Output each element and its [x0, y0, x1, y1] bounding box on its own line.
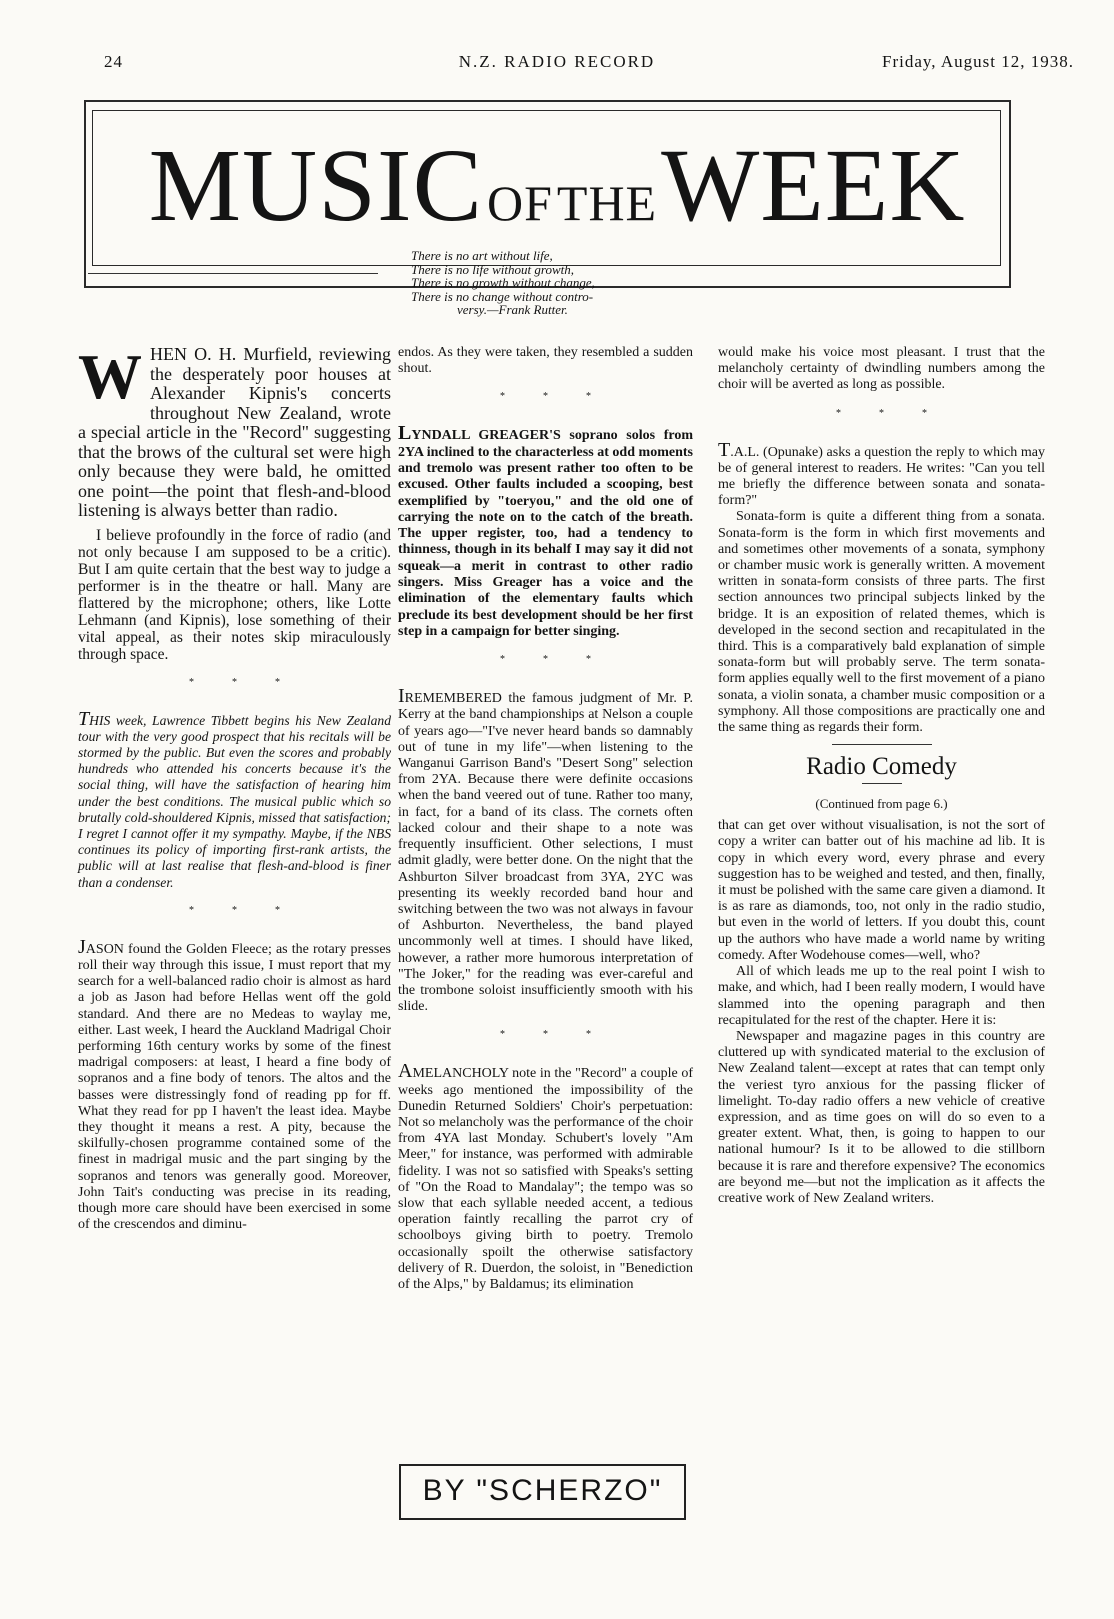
section-divider-stars: *** [189, 904, 318, 916]
epigraph-line: There is no life without growth, [411, 261, 574, 277]
publication-title: N.Z. RADIO RECORD [458, 52, 656, 71]
jason-paragraph: JASON found the Golden Fleece; as the rotary presses roll their way through this issue, I must report that my search for a well-balanced radio choir is almost as hard a job as Jason had before Hellas went off the gold standard. And there are no Medeas to waylay me, either. Last week, I heard the Auckland Madrigal Choir performing 16th century works by some of the finest madrigal composers: at least, I heard a fine body of sopranos and a fine body of tenors. The altos and the basses were distressingly fond of reading pp for ff. What they read for pp I haven't the least idea. Maybe they thought it means a rest. A pity, because the skilfully-chosen programme contained some of the finest in madrigal music and the part singing by the sopranos and tenors was generally good. Moreover, John Tait's conducting was precise in its reading, though more care should have been exercised in some of the crescendos and diminu- [78, 935, 391, 1233]
column-2 [398, 345, 693, 1293]
continuation-paragraph: would make his voice most pleasant. I trust that the melancholy certainty of dwindling numbers among the choir will be averted as long as possible. [718, 345, 1045, 393]
epigraph-line: There is no growth without change, [411, 275, 595, 290]
author-byline [399, 1464, 686, 1520]
comedy-paragraph-2: All of which leads me up to the real point I wish to make, and which, had I been really modern, I would have slammed into the opening paragraph and then recapitulated for the rest of the chapter. Here it is: [718, 964, 1045, 1028]
sonata-answer-paragraph: Sonata-form is quite a different thing from a sonata. Sonata-form is the form in which first movements and and sometimes other movements of a sonata, symphony or chamber music work is generally written. A movement written in sonata-form consists of three parts. The first section announces two principal subjects linked by the bridge. It is an exposition of related themes, which is developed in the second section and recapitulated in the third. This is a comparatively bald explanation of simple sonata-form but will probably serve. The term sonata-form applies equally well to the first movement of a piano sonata, a violin sonata, a chamber music composition or a symphony. All those compositions are practically one and the same thing as regards their form. [718, 509, 1045, 736]
masthead-title [0, 128, 1114, 243]
melancholy-paragraph: AMELANCHOLY note in the "Record" a couple of weeks ago mentioned the impossibility of the Dunedin Returned Soldiers' Choir's perpetuation: Not so melancholy was the performance of the choir from 4YA last Monday. Schubert's lovely "Am Meer," for instance, was performed with admirable fidelity. I was not so satisfied with Speaks's setting of "On the Road to Mandalay"; the tempo was so slow that each syllable needed accent, a tedious operation faintly recalling the parrot cry of schoolboys giving birth to poetry. Tremolo occasionally spoilt the otherwise satisfactory delivery of R. Duerdon, the soloist, in "Benediction of the Alps," by Baldamus; its elimination [398, 1060, 693, 1292]
continued-note: (Continued from page 6.) [815, 796, 948, 812]
epigraph-line: There is no change without contro- [411, 288, 594, 304]
section-divider-stars: *** [500, 1029, 629, 1041]
issue-date: Friday, August 12, 1938. [882, 52, 1074, 71]
column-3 [718, 345, 1045, 1207]
section-divider-stars: *** [836, 407, 965, 419]
masthead-word-music: MUSIC [148, 128, 483, 243]
page-number: 24 [104, 52, 123, 71]
masthead-word-the: THE [556, 175, 658, 231]
epigraph-line: There is no art without life, [411, 248, 553, 263]
band-paragraph: IREMEMBERED the famous judgment of Mr. P. Kerry at the band championships at Nelson a couple of years ago—"I've never heard bands so damnably out of tune in my life"—when listening to the Wanganui Garrison Band's "Desert Song" selection from 2YA. Because there were definite occasions when the band veered out of tune. Rather too many, in fact, for a band of its class. The cornets often lacked colour and their shape to a note was frequently insufficient. Other selections, I must admit gladly, were better done. On the night that the Ashburton Silver broadcast from 3YA, 2YC was presenting its weekly recorded band hour and switching between the two was not always in favour of Ashburton. Nevertheless, the band played uncommonly well at times. I should have liked, however, a rather more humorous interpretation of "The Joker," for the reading was ever-careful and the trombone soloist insufficiently smooth with his slide. [398, 685, 693, 1015]
lead-paragraph: WHEN O. H. Murfield, reviewing the desperately poor houses at Alexander Kipnis's concerts throughout New Zealand, wrote a special article in the "Record" suggesting that the brows of the cultural set were high only because they were bald, he omitted one point—the point that flesh-and-blood listening is always better than radio. [78, 341, 391, 520]
comedy-paragraph-3: Newspaper and magazine pages in this country are cluttered up with syndicated material to the exclusion of New Zealand talent—except at rates that can tempt only the veriest tyro anxious for the passing flicker of limelight. To-day radio offers a new vehicle of creative expression, and as time goes on will do so even to a greater extent. What, then, is going to happen to our national humour? Is it to be allowed to die stillborn because it is rare and therefore expensive? The economics are beyond me—but not the implication as it affects the creative work of New Zealand writers. [718, 1028, 1045, 1206]
radio-comedy-heading: Radio Comedy [806, 753, 957, 781]
epigraph-line: versy.—Frank Rutter. [457, 302, 568, 317]
section-rule [832, 744, 932, 745]
masthead-rule [88, 273, 378, 274]
section-divider-stars: *** [500, 654, 629, 666]
epigraph [411, 249, 711, 317]
section-divider-stars: *** [500, 391, 629, 403]
lead-drop-cap: W [78, 341, 142, 412]
greager-paragraph: LYNDALL GREAGER'S soprano solos from 2YA inclined to the characterless at odd moments and tremolo was present rather too often to be excused. Other faults included a scooping, best exemplified by "toeryou," and the old one of carrying the note on to the catch of the breath. The upper register, too, had a tendency to thinness, though in its behalf I may say it did not squeak—a merit in contrast to other radio singers. Miss Greager has a voice and the elimination of the elementary faults which preclude its best development should be her first step in a campaign for better singing. [398, 422, 693, 639]
continuation-paragraph: endos. As they were taken, they resembled a sudden shout. [398, 345, 693, 377]
question-paragraph: T.A.L. (Opunake) asks a question the reply to which may be of general interest to readers. He writes: "Can you tell me briefly the difference between sonata and sonata-form?" [718, 438, 1045, 509]
comedy-paragraph-1: that can get over without visualisation, is not the sort of copy a writer can batter out of his machine ad lib. It is copy in which every word, every phrase and every suggestion has to be weighed and tested, and then, finally, it must be polished with the same care given a diamond. It is as rare as diamonds, too, not only in the radio studio, but even in the world of letters. If you doubt this, count up the authors who have made a world name by writing comedy. After Wodehouse comes—well, who? [718, 818, 1045, 963]
section-divider-stars: *** [189, 676, 318, 688]
tibbett-paragraph: THIS week, Lawrence Tibbett begins his New Zealand tour with the very good prospect that his recitals will be stormed by the public. But even the scores and probably hundreds who attended his concerts because it's the social thing, will have the satisfaction of hearing him under the best conditions. The musical public which so brutally cold-shouldered Kipnis, missed that satisfaction; I regret I cannot offer it my sympathy. Maybe, if the NBS continues its policy of importing first-rank artists, the public will at last realise that flesh-and-blood is finer than a condenser. [78, 707, 391, 890]
radio-critic-paragraph: I believe profoundly in the force of radio (and not only because I am supposed to be a critic). But I am quite certain that the best way to judge a performer is in the theatre or hall. Many are flattered by the microphone; others, like Lotte Lehmann (and Kipnis), lose something of their vital appeal, as their notes skip miraculously through space. [78, 526, 391, 663]
masthead-word-week: WEEK [661, 128, 966, 243]
column-1 [78, 341, 391, 1233]
heading-rule [862, 783, 902, 784]
byline-text: BY "SCHERZO" [422, 1474, 663, 1507]
masthead-word-of: OF [486, 175, 553, 231]
